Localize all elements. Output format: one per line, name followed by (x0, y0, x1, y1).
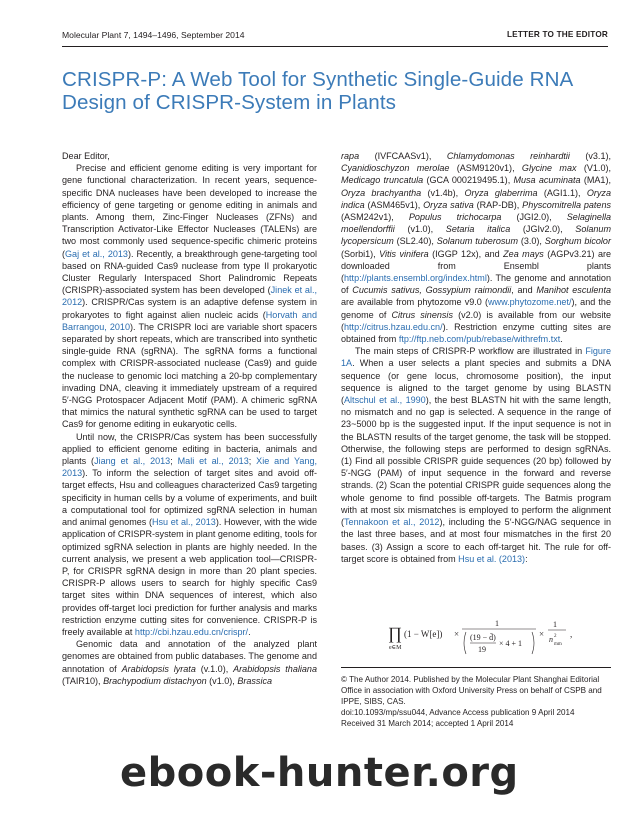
salutation: Dear Editor, (62, 151, 110, 161)
citation-link[interactable]: Altschul et al., 1990 (344, 395, 426, 406)
citrus-url-link[interactable]: http://citrus.hzau.edu.cn/ (344, 321, 443, 332)
paragraph-workflow: The main steps of CRISPR-P workflow are illustrated in Figure 1A. When a user selects a plant species and submits a DNA sequence (or gene locus, chromosome position), the input sequence is aligned to the target genome by using BLASTN (Altschul et al., 1990), the best BLASTN hit with the same length, no mismatch and no gap is selected. A sequence in the range of 23~5000 bp is the suggested input. If the input sequence is not in the BLASTN results of the target genome, the task will be stopped. Otherwise, the following steps are performed to design sgRNAs. (1) Find all possible CRISPR guide sequences (20 bp) followed by 5′-NGG (PAM) of input sequence in the forward and reverse strands. (2) Scan the potential CRISPR guide sequences along the whole genome to find possible off-targets. The Batmis program with at most six mismatches is employed to perform the alignment (Tennakoon et al., 2012), including the 5′-NGG/NAG sequence in the last three bases, and at most four mismatches in the first 20 bases. (3) Assign a score to each off-target hit. The rule for off-target score is obtained from Hsu et al. (2013): (341, 346, 612, 564)
paragraph-intro: Precise and efficient genome editing is very important for gene functional characterization. In recent years, sequence-specific DNA nucleases have been developed to increase the efficiency of gene targeting or genome editing in animals and plants. Among them, Zinc-Finger Nucleases (ZFNs) and Transcription Activator-Like Effector Nucleases (TALENs) are two most commonly used sequence-specific chimeric proteins (Gaj et al., 2013). Recently, a breakthrough gene-targeting tool based on RNA-guided Cas9 nuclease from type II prokaryotic Cluster Regularly Interspaced Short Palindromic Repeats (CRISPR)-associated system has been developed (Jinek et al., 2012). CRISPR/Cas system is an adaptive defense system in prokaryotes to fight against alien nucleic acids (Horvath and Barrangou, 2010). The CRISPR loci are variable short spacers separated by short repeats, which are transcribed into synthetic single-guide RNA (sgRNA). The sgRNA forms a functional complex with CRISPR-associated nuclease (Cas9) and guide the nuclease to genomic loci matching a 20-bp complementary invading DNA, cleaving it immediately upstream of a required 5′-NGG Protospacer Adjacent Motif (PAM). A chimeric sgRNA that mimics the natural synthetic sgRNA can be used to target Cas9 for genome editing in eukaryotic cells. (62, 163, 318, 430)
watermark-text: ebook-hunter.org (120, 750, 519, 796)
citation-link[interactable]: Horvath and Barrangou, 2010 (62, 309, 317, 332)
left-paren (464, 632, 466, 654)
citation-link[interactable]: Jiang et al., 2013 (94, 456, 171, 467)
paragraph-genomic-data: Genomic data and annotation of the analyzed plant genomes are obtained from public databases. The genome and annotation of Arabidopsis lyrata (v.1.0), Arabidopsis thaliana (TAIR10), Brachypodium distachyon (v1.0), Brassica (62, 639, 317, 686)
citation-link[interactable]: Hsu et al., 2013 (151, 517, 216, 528)
right-paren (532, 632, 534, 654)
inner-tail: × 4 + 1 (499, 639, 523, 648)
mismatch-numerator: 1 (553, 620, 557, 629)
journal-citation: Molecular Plant 7, 1494–1496, September 2014 (62, 30, 245, 40)
paragraph-genomic-data-cont: rapa (IVFCAASv1), Chlamydomonas reinhardtii (v3.1), Cyanidioschyzon merolae (ASM9120v1), Glycine max (V1.0), Medicago truncatula (GCA 000219495.1), Musa acuminata (MA1), Oryza brachyantha (v1.4b), Oryza glaberrima (AGI1.1), Oryza indica (ASM465v1), Oryza sativa (RAP-DB), Physcomitrella patens (ASM242v1), Populus trichocarpa (JGI2.0), Selaginella moellendorffii (v1.0), Setaria italica (JGIv2.0), Solanum lycopersicum (SL2.40), Solanum tuberosum (3.0), Sorghum bicolor (Sorbi1), Vitis vinifera (IGGP 12x), and Zea mays (AGPv3.21) are downloaded from Ensembl plants (http://plants.ensembl.org/index.html). The genome and annotation of Cucumis sativus, Gossypium raimondii, and Manihot esculenta are available from phytozome v9.0 (www.phytozome.net/), and the genome of Citrus sinensis (v2.0) is available from our website (http://citrus.hzau.edu.cn/). Restriction enzyme cutting sites are obtained from ftp://ftp.neb.com/pub/rebase/withrefm.txt. (341, 151, 612, 345)
times-sign: × (539, 629, 545, 639)
phytozome-url-link[interactable]: www.phytozome.net/ (488, 297, 572, 308)
citation-link[interactable]: Jinek et al., 2012 (62, 285, 318, 308)
citation-link[interactable]: Gaj et al., 2013 (65, 248, 128, 259)
mismatch-count: n (549, 635, 553, 644)
doi-line: doi:10.1093/mp/ssu044, Advance Access publication 9 April 2014 (341, 708, 575, 717)
copyright-line: © The Author 2014. Published by the Molecular Plant Shanghai Editorial Office in association with Oxford University Press on behalf of CSPB and IPPE, SIBS, CAS. (341, 675, 602, 706)
received-line: Received 31 March 2014; accepted 1 April 2014 (341, 719, 514, 728)
figure-link[interactable]: Figure 1A (341, 346, 611, 369)
header-divider (62, 46, 608, 47)
formula-comma: , (570, 629, 573, 639)
left-column (62, 150, 317, 687)
citation-link[interactable]: Mali et al., 2013 (177, 456, 249, 467)
copyright-footnote (341, 674, 611, 729)
crispr-p-url-link[interactable]: http://cbi.hzau.edu.cn/crispr/ (134, 626, 249, 637)
product-symbol: ∏ (388, 624, 402, 643)
mismatch-superscript: 2 (554, 634, 557, 639)
times-sign: × (454, 629, 460, 639)
article-title: CRISPR-P: A Web Tool for Synthetic Single-Guide RNA Design of CRISPR-System in Plants (62, 68, 573, 114)
right-column (341, 150, 611, 565)
product-subscript: e∈M (389, 645, 402, 651)
ensembl-url-link[interactable]: http://plants.ensembl.org/index.html (344, 273, 487, 284)
weight-factor: (1 − W[e]) (404, 629, 443, 639)
distance-denominator: 19 (478, 645, 486, 654)
citation-link[interactable]: Tennakoon et al., 2012 (344, 517, 440, 528)
distance-term: (19 − d̄) (470, 633, 496, 642)
paragraph-tool: Until now, the CRISPR/Cas system has been successfully applied to efficient genome editing in bacteria, animals and plants (Jiang et al., 2013; Mali et al., 2013; Xie and Yang, 2013). To inform the selection of target sites and avoid off-target effects, Hsu and colleagues characterized Cas9 targeting specificity in human cells by a volume of experiments, and built a computational tool for optimized sgRNA selection in human and animal genomes (Hsu et al., 2013). However, with the wide application of CRISPR-system in plant genome editing, tools for optimized sgRNA selection in plants are highly needed. In the current analysis, we present a web application tool—CRISPR-P, for CRISPR sgRNA design in more than 20 plant species. CRISPR-P allows users to search for highly specific Cas9 target sites within DNA sequences of interest, which also provides off-target loci prediction for further analysis and marks restriction enzyme cutting sites for convenience. CRISPR-P is freely available at http://cbi.hzau.edu.cn/crispr/. (62, 431, 317, 637)
off-target-score-formula (388, 617, 588, 659)
rebase-url-link[interactable]: ftp://ftp.neb.com/pub/rebase/withrefm.txt (398, 334, 561, 345)
citation-link[interactable]: Hsu et al. (2013) (458, 553, 526, 564)
mismatch-subscript: mm (554, 642, 562, 647)
running-header (62, 30, 608, 46)
citation-link[interactable]: Xie and Yang, 2013 (62, 456, 317, 479)
footnote-divider (341, 667, 611, 668)
section-label: LETTER TO THE EDITOR (506, 30, 608, 39)
fraction-numerator: 1 (495, 619, 499, 628)
